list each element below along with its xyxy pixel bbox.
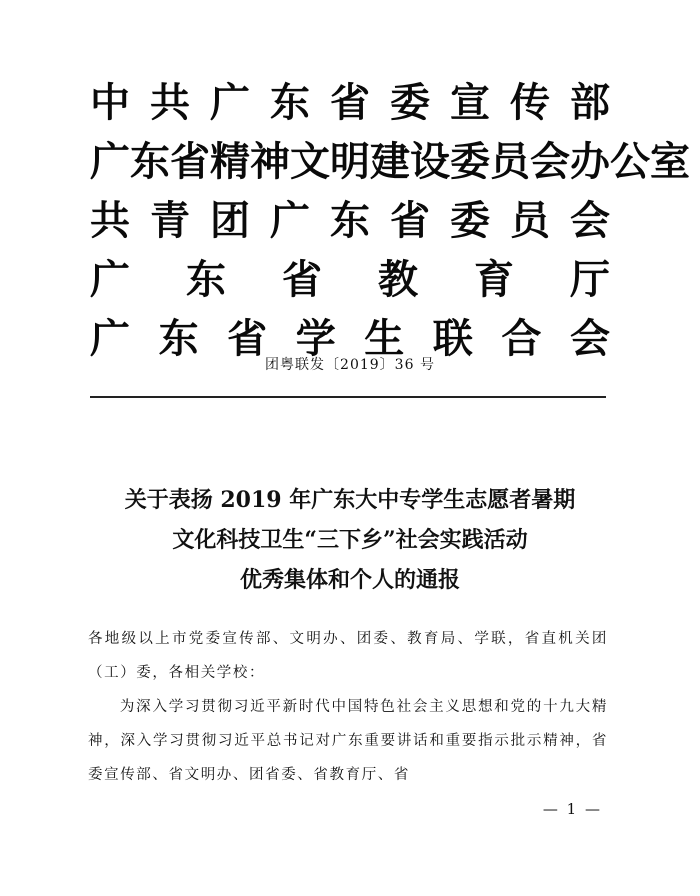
issuer-char: 员 [510, 198, 550, 244]
issuer-line [90, 251, 610, 310]
issuer-char: 广 [90, 139, 130, 185]
issuer-char: 明 [330, 139, 370, 185]
issuer-char: 合 [501, 316, 542, 362]
issuer-line [90, 74, 610, 133]
issuer-char: 联 [432, 316, 473, 362]
title-line: 关于表扬 2019 年广东大中专学生志愿者暑期 [124, 487, 576, 513]
issuer-char: 部 [570, 80, 610, 126]
issuer-char: 学 [295, 316, 336, 362]
issuer-char: 东 [270, 80, 310, 126]
issuer-char: 委 [450, 198, 490, 244]
issuer-char: 共 [90, 198, 130, 244]
issuer-char: 委 [450, 139, 490, 185]
issuer-char: 神 [250, 139, 290, 185]
issuer-char: 员 [490, 139, 530, 185]
issuer-char: 办 [570, 139, 610, 185]
issuer-char: 东 [330, 198, 370, 244]
issuer-char: 东 [158, 316, 199, 362]
issuer-line [90, 133, 690, 192]
issuer-char: 团 [210, 198, 250, 244]
document-title [0, 480, 700, 600]
issuer-char: 教 [378, 257, 418, 303]
issuer-char: 室 [650, 139, 690, 185]
issuer-char: 委 [390, 80, 430, 126]
issuer-char: 会 [569, 316, 610, 362]
issuer-char: 精 [210, 139, 250, 185]
issuer-char: 文 [290, 139, 330, 185]
issuer-char: 省 [282, 257, 322, 303]
title-line: 文化科技卫生“三下乡”社会实践活动 [172, 527, 528, 553]
issuer-char: 东 [130, 139, 170, 185]
issuer-header [90, 74, 690, 369]
issuer-char: 公 [610, 139, 650, 185]
issuer-char: 会 [530, 139, 570, 185]
issuer-char: 中 [90, 80, 130, 126]
issuer-char: 育 [474, 257, 514, 303]
issuer-char: 宣 [450, 80, 490, 126]
issuer-char: 青 [150, 198, 190, 244]
issuer-char: 设 [410, 139, 450, 185]
issuer-char: 生 [364, 316, 405, 362]
issuer-char: 广 [90, 257, 130, 303]
issuer-char: 省 [330, 80, 370, 126]
issuer-char: 广 [210, 80, 250, 126]
body-paragraph: 为深入学习贯彻习近平新时代中国特色社会主义思想和党的十九大精神，深入学习贯彻习近平总书记对广东重要讲话和重要指示批示精神，省委宣传部、省文明办、团省委、省教育厅、省 [88, 699, 608, 783]
title-line: 优秀集体和个人的通报 [239, 567, 460, 593]
issuer-char: 省 [227, 316, 268, 362]
issuer-char: 传 [510, 80, 550, 126]
issuer-char: 厅 [570, 257, 610, 303]
issuer-line [90, 192, 610, 251]
issuer-char: 省 [390, 198, 430, 244]
issuer-char: 会 [570, 198, 610, 244]
page-number: — 1 — [542, 800, 602, 818]
issuer-char: 建 [370, 139, 410, 185]
salutation: 各地级以上市党委宣传部、文明办、团委、教育局、学联，省直机关团（工）委，各相关学校： [88, 631, 608, 681]
header-divider [90, 396, 606, 398]
document-body [88, 622, 608, 792]
issuer-char: 共 [150, 80, 190, 126]
document-number: 团粤联发〔2019〕36 号 [265, 357, 435, 373]
issuer-char: 广 [270, 198, 310, 244]
issuer-char: 省 [170, 139, 210, 185]
issuer-char: 东 [186, 257, 226, 303]
issuer-char: 广 [90, 316, 130, 362]
